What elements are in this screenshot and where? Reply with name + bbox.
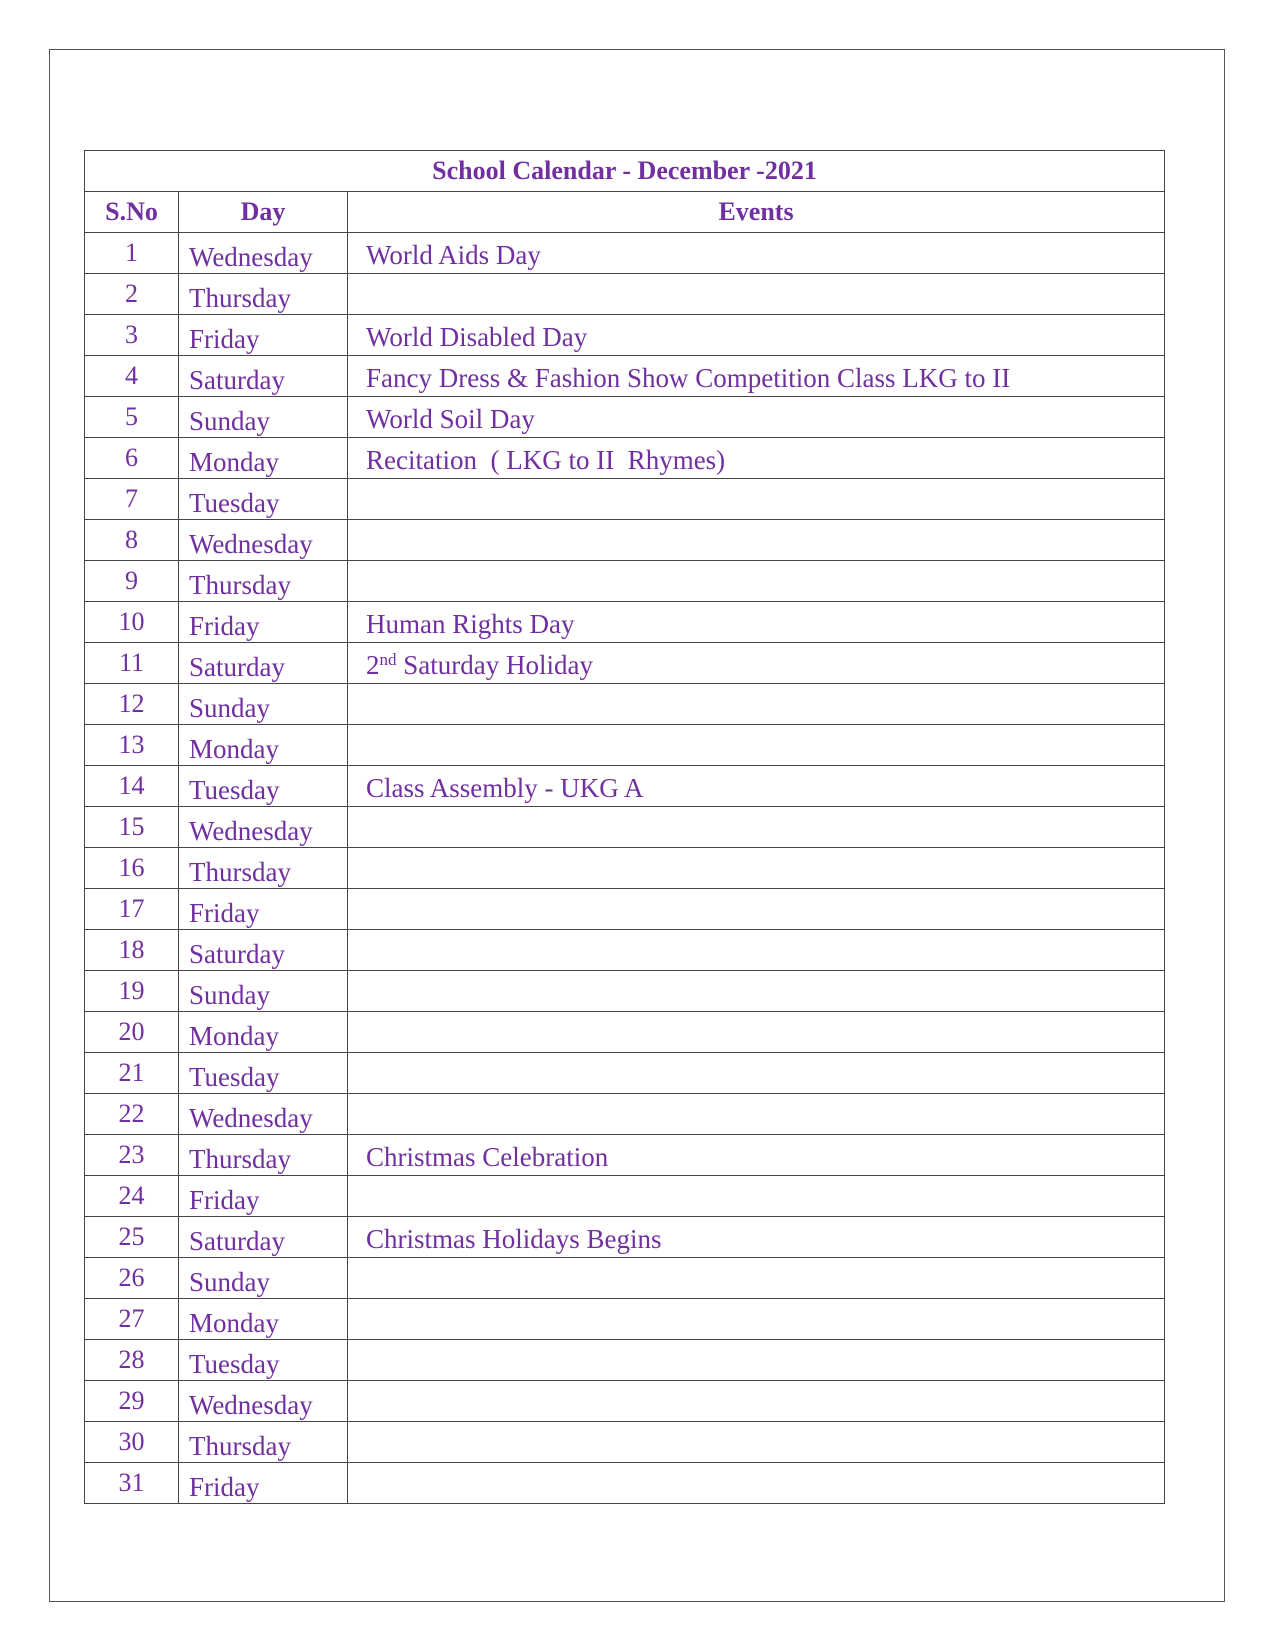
row-day: Monday (179, 725, 348, 766)
row-sno: 21 (85, 1053, 179, 1094)
row-sno: 1 (85, 233, 179, 274)
table-row (85, 1299, 1165, 1340)
row-event (348, 971, 1165, 1012)
row-sno: 30 (85, 1422, 179, 1463)
table-row (85, 356, 1165, 397)
row-event (348, 561, 1165, 602)
row-event (348, 1176, 1165, 1217)
row-event (348, 684, 1165, 725)
table-row (85, 479, 1165, 520)
row-sno: 5 (85, 397, 179, 438)
row-event (348, 479, 1165, 520)
row-event (348, 274, 1165, 315)
row-sno: 4 (85, 356, 179, 397)
table-row (85, 1381, 1165, 1422)
row-sno: 7 (85, 479, 179, 520)
row-day: Friday (179, 1463, 348, 1504)
row-event (348, 643, 1165, 684)
event-text: Class Assembly - UKG A (366, 773, 644, 803)
row-event (348, 1217, 1165, 1258)
row-day: Sunday (179, 684, 348, 725)
row-sno: 16 (85, 848, 179, 889)
row-day: Tuesday (179, 1053, 348, 1094)
row-day: Friday (179, 889, 348, 930)
event-text: Human Rights Day (366, 609, 575, 639)
row-day: Sunday (179, 971, 348, 1012)
row-day: Saturday (179, 643, 348, 684)
header-events: Events (348, 192, 1165, 233)
row-event (348, 438, 1165, 479)
row-sno: 24 (85, 1176, 179, 1217)
row-day: Tuesday (179, 1340, 348, 1381)
row-day: Saturday (179, 930, 348, 971)
row-sno: 29 (85, 1381, 179, 1422)
event-text: Christmas Holidays Begins (366, 1224, 662, 1254)
row-sno: 20 (85, 1012, 179, 1053)
row-day: Wednesday (179, 520, 348, 561)
row-day: Thursday (179, 561, 348, 602)
row-sno: 14 (85, 766, 179, 807)
row-sno: 6 (85, 438, 179, 479)
row-day: Wednesday (179, 1094, 348, 1135)
row-day: Friday (179, 1176, 348, 1217)
row-event (348, 1094, 1165, 1135)
row-sno: 18 (85, 930, 179, 971)
event-text-rest: Saturday Holiday (396, 650, 593, 680)
table-row (85, 274, 1165, 315)
row-sno: 27 (85, 1299, 179, 1340)
table-row (85, 725, 1165, 766)
table-row (85, 684, 1165, 725)
row-event (348, 315, 1165, 356)
row-event (348, 848, 1165, 889)
calendar-title: School Calendar - December -2021 (85, 151, 1165, 192)
row-day: Sunday (179, 397, 348, 438)
row-day: Friday (179, 602, 348, 643)
table-row (85, 520, 1165, 561)
row-day: Friday (179, 315, 348, 356)
table-row (85, 807, 1165, 848)
row-sno: 23 (85, 1135, 179, 1176)
row-day: Monday (179, 1012, 348, 1053)
row-sno: 31 (85, 1463, 179, 1504)
row-day: Thursday (179, 848, 348, 889)
row-sno: 10 (85, 602, 179, 643)
row-event (348, 889, 1165, 930)
row-day: Wednesday (179, 1381, 348, 1422)
row-day: Thursday (179, 274, 348, 315)
table-row (85, 602, 1165, 643)
table-row (85, 889, 1165, 930)
row-sno: 28 (85, 1340, 179, 1381)
table-row (85, 1094, 1165, 1135)
row-sno: 26 (85, 1258, 179, 1299)
header-sno: S.No (85, 192, 179, 233)
row-sno: 19 (85, 971, 179, 1012)
row-day: Saturday (179, 356, 348, 397)
row-sno: 25 (85, 1217, 179, 1258)
event-text: Christmas Celebration (366, 1142, 609, 1172)
row-event (348, 1258, 1165, 1299)
table-row (85, 1258, 1165, 1299)
table-row (85, 561, 1165, 602)
table-row (85, 930, 1165, 971)
row-event (348, 807, 1165, 848)
event-superscript: nd (379, 650, 397, 669)
row-event (348, 1381, 1165, 1422)
table-row (85, 643, 1165, 684)
row-day: Saturday (179, 1217, 348, 1258)
row-event (348, 1340, 1165, 1381)
row-day: Sunday (179, 1258, 348, 1299)
row-event (348, 1053, 1165, 1094)
calendar-table (84, 150, 1165, 1504)
row-sno: 15 (85, 807, 179, 848)
row-sno: 13 (85, 725, 179, 766)
table-row (85, 766, 1165, 807)
header-row (85, 192, 1165, 233)
title-row (85, 151, 1165, 192)
row-event (348, 397, 1165, 438)
row-event (348, 930, 1165, 971)
row-day: Wednesday (179, 233, 348, 274)
row-event (348, 1299, 1165, 1340)
table-row (85, 233, 1165, 274)
row-event (348, 725, 1165, 766)
calendar-body (85, 233, 1165, 1504)
table-row (85, 438, 1165, 479)
row-day: Wednesday (179, 807, 348, 848)
table-row (85, 1135, 1165, 1176)
event-text: Recitation ( LKG to II Rhymes) (366, 445, 726, 475)
row-sno: 17 (85, 889, 179, 930)
event-text: World Soil Day (366, 404, 535, 434)
row-event (348, 1422, 1165, 1463)
event-text: Fancy Dress & Fashion Show Competition Class LKG to II (366, 363, 1011, 393)
event-text: World Aids Day (366, 240, 541, 270)
row-day: Monday (179, 1299, 348, 1340)
row-sno: 11 (85, 643, 179, 684)
row-event (348, 356, 1165, 397)
table-row (85, 1463, 1165, 1504)
row-event (348, 233, 1165, 274)
table-row (85, 1422, 1165, 1463)
row-sno: 9 (85, 561, 179, 602)
row-event (348, 520, 1165, 561)
row-sno: 8 (85, 520, 179, 561)
table-row (85, 1012, 1165, 1053)
row-event (348, 1135, 1165, 1176)
row-day: Thursday (179, 1422, 348, 1463)
table-row (85, 1053, 1165, 1094)
table-row (85, 397, 1165, 438)
header-day: Day (179, 192, 348, 233)
row-day: Monday (179, 438, 348, 479)
row-event (348, 1463, 1165, 1504)
row-sno: 22 (85, 1094, 179, 1135)
table-row (85, 1340, 1165, 1381)
table-row (85, 315, 1165, 356)
row-day: Thursday (179, 1135, 348, 1176)
row-event (348, 1012, 1165, 1053)
table-row (85, 848, 1165, 889)
row-sno: 2 (85, 274, 179, 315)
table-row (85, 1217, 1165, 1258)
table-row (85, 971, 1165, 1012)
row-day: Tuesday (179, 479, 348, 520)
table-row (85, 1176, 1165, 1217)
event-text: World Disabled Day (366, 322, 588, 352)
event-text: 2 (366, 650, 380, 680)
row-sno: 12 (85, 684, 179, 725)
row-day: Tuesday (179, 766, 348, 807)
row-sno: 3 (85, 315, 179, 356)
row-event (348, 602, 1165, 643)
row-event (348, 766, 1165, 807)
